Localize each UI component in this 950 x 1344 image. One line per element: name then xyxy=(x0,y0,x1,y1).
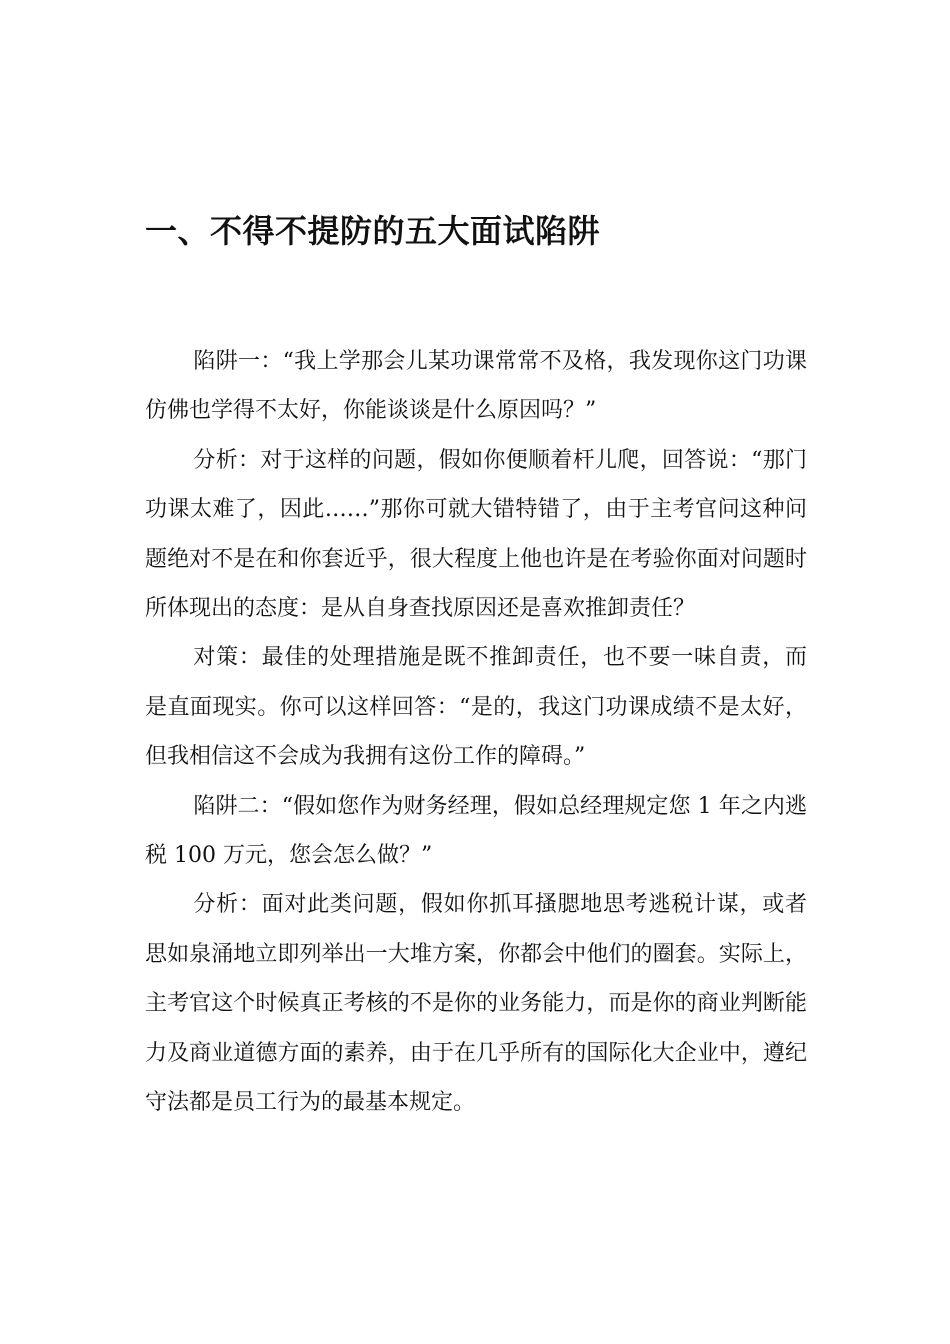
document-page xyxy=(145,0,807,1344)
section-heading: 一、不得不提防的五大面试陷阱 xyxy=(145,212,601,250)
paragraph-trap-one: 陷阱一：“我上学那会儿某功课常常不及格，我发现你这门功课仿佛也学得不太好，你能谈谈是什么原因吗？” xyxy=(145,349,807,424)
paragraph-analysis-one: 分析：对于这样的问题，假如你便顺着杆儿爬，回答说：“那门功课太难了，因此……”那你可就大错特错了，由于主考官问这种问题绝对不是在和你套近乎，很大程度上他也许是在考验你面对问题时所体现出的态度：是从自身查找原因还是喜欢推卸责任？ xyxy=(145,447,807,622)
paragraph-strategy-one: 对策：最佳的处理措施是既不推卸责任，也不要一味自责，而是直面现实。你可以这样回答：“是的，我这门功课成绩不是太好，但我相信这不会成为我拥有这份工作的障碍。” xyxy=(145,645,807,770)
paragraph-analysis-two: 分析：面对此类问题，假如你抓耳搔腮地思考逃税计谋，或者思如泉涌地立即列举出一大堆方案，你都会中他们的圈套。实际上，主考官这个时候真正考核的不是你的业务能力，而是你的商业判断能力及商业道德方面的素养，由于在几乎所有的国际化大企业中，遵纪守法都是员工行为的最基本规定。 xyxy=(145,892,807,1116)
paragraph-trap-two: 陷阱二：“假如您作为财务经理，假如总经理规定您 1 年之内逃税 100 万元，您会怎么做？” xyxy=(145,793,807,869)
document-body xyxy=(145,337,807,1128)
